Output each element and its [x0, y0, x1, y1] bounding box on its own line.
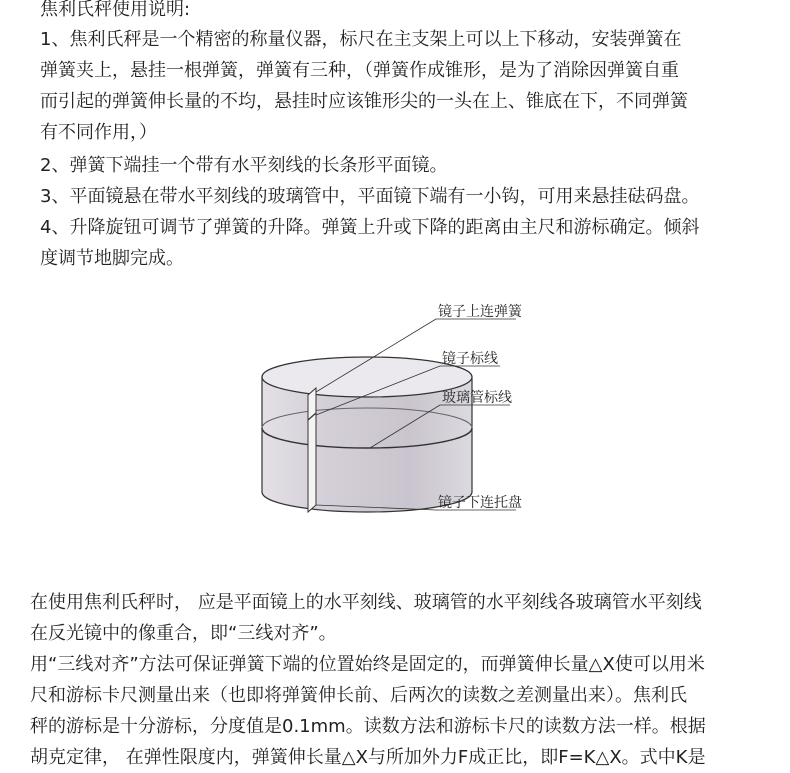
body-line: 在反光镜中的像重合，即“三线对齐”。 — [30, 623, 337, 644]
label-glass-tube-mark-line: 玻璃管标线 — [442, 390, 512, 406]
intro-line: 4、升降旋钮可调节了弹簧的升降。弹簧上升或下降的距离由主尺和游标确定。倾斜 — [40, 217, 700, 238]
intro-title: 焦利氏秤使用说明: — [40, 0, 191, 20]
intro-line: 弹簧夹上，悬挂一根弹簧，弹簧有三种，（弹簧作成锥形，是为了消除因弹簧自重 — [40, 60, 679, 81]
label-mirror-bottom-tray: 镜子下连托盘 — [438, 495, 522, 511]
body-line: 尺和游标卡尺测量出来（也即将弹簧伸长前、后两次的读数之差测量出来）。焦利氏 — [30, 685, 687, 706]
intro-line: 度调节地脚完成。 — [40, 248, 184, 269]
intro-line: 2、弹簧下端挂一个带有水平刻线的长条形平面镜。 — [40, 155, 448, 176]
label-mirror-top-spring: 镜子上连弹簧 — [438, 304, 522, 320]
body-line: 胡克定律， 在弹性限度内，弹簧伸长量△X与所加外力F成正比，即F=K△X。式中K是 — [30, 747, 706, 768]
intro-line: 1、焦利氏秤是一个精密的称量仪器，标尺在主支架上可以上下移动，安装弹簧在 — [40, 29, 682, 50]
glass-tube-top — [262, 357, 472, 397]
intro-line: 3、平面镜悬在带水平刻线的玻璃管中，平面镜下端有一小钩，可用来悬挂砝码盘。 — [40, 186, 700, 207]
body-line: 在使用焦利氏秤时， 应是平面镜上的水平刻线、玻璃管的水平刻线各玻璃管水平刻线 — [30, 592, 702, 613]
body-line: 秤的游标是十分游标，分度值是0.1mm。读数方法和游标卡尺的读数方法一样。根据 — [30, 716, 706, 737]
mirror-strip — [308, 388, 316, 512]
intro-line: 而引起的弹簧伸长量的不均，悬挂时应该锥形尖的一头在上、锥底在下，不同弹簧 — [40, 91, 688, 112]
intro-line: 有不同作用，） — [40, 122, 157, 143]
label-mirror-mark-line: 镜子标线 — [442, 351, 498, 367]
body-line: 用“三线对齐”方法可保证弹簧下端的位置始终是固定的，而弹簧伸长量△X使可以用米 — [30, 654, 705, 675]
